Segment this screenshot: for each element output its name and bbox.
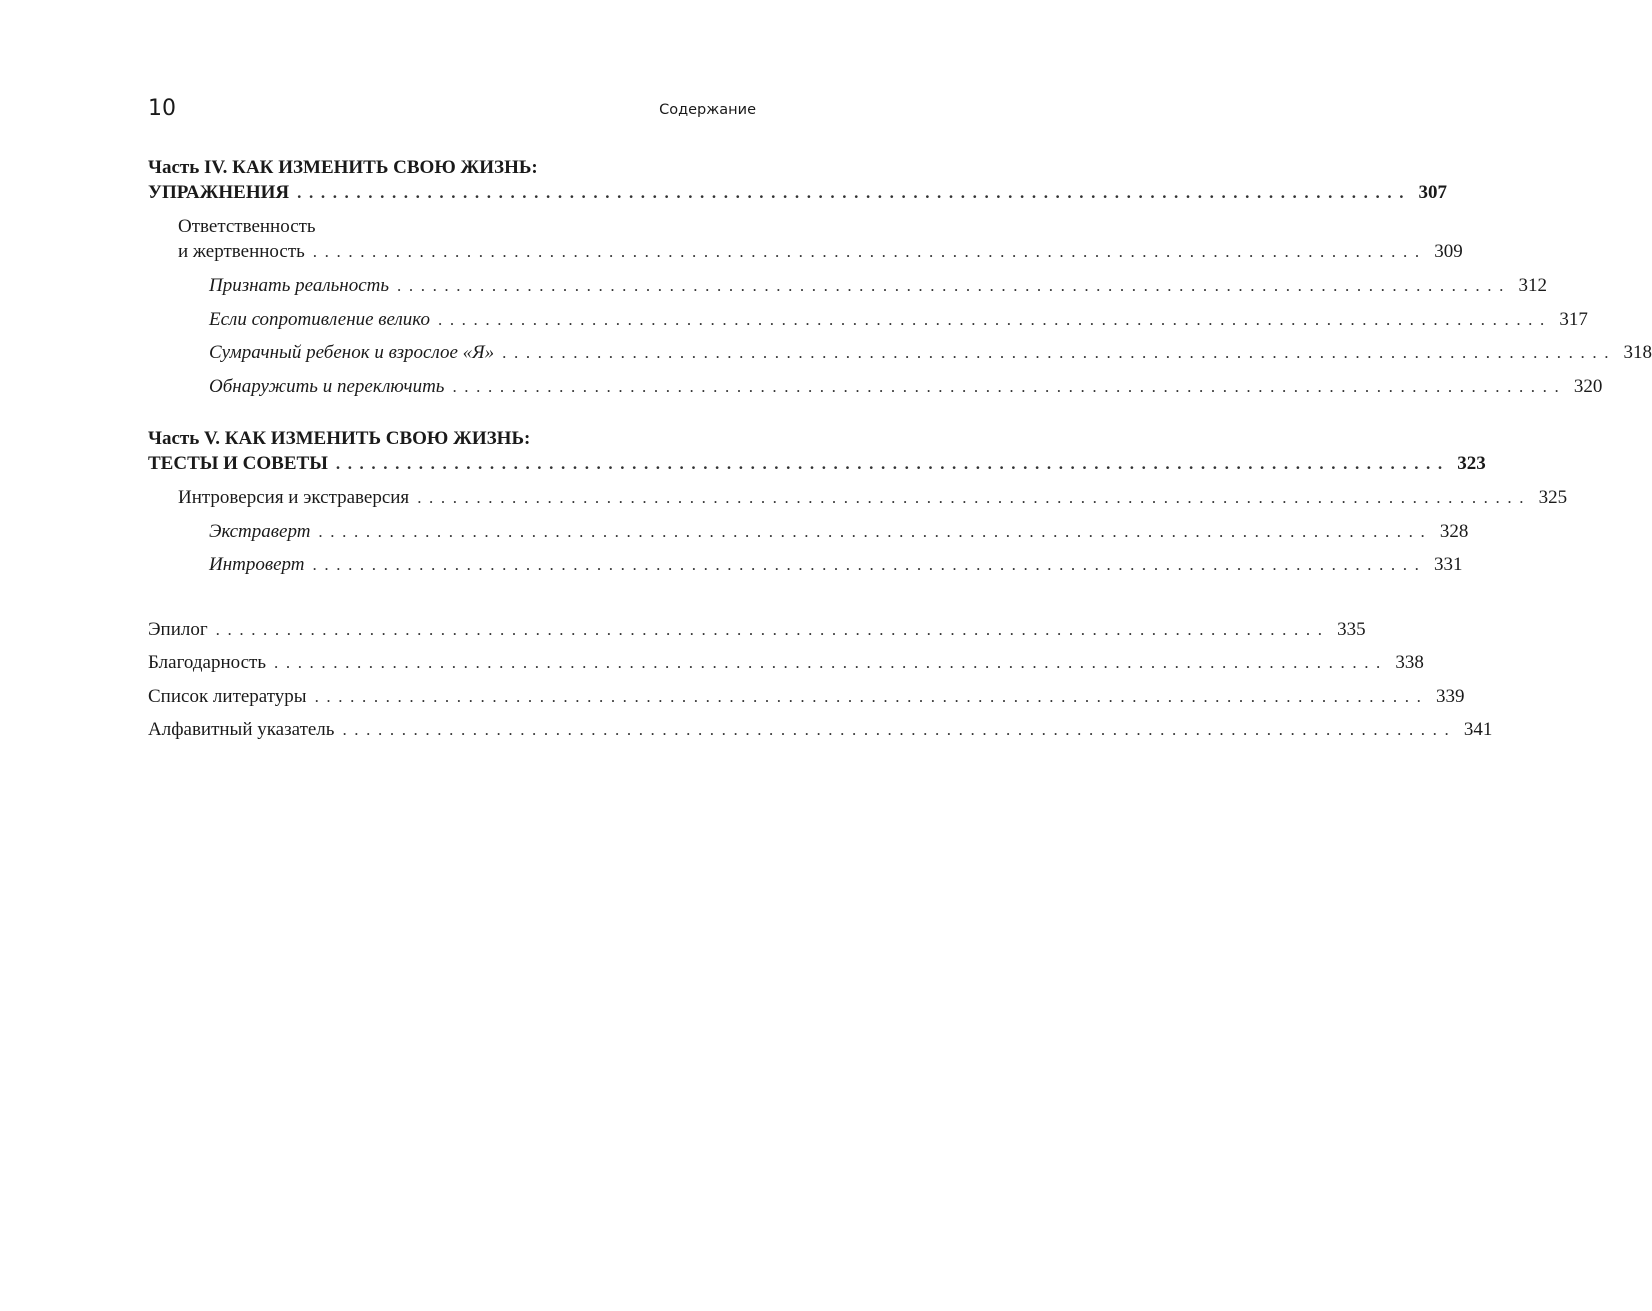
dot-leader: .............................................................................................. — [312, 242, 1427, 261]
dot-leader: .............................................................................................. — [215, 620, 1330, 639]
toc-entry-chapter[interactable] — [178, 240, 1463, 264]
dot-leader: .............................................................................................. — [274, 653, 1388, 672]
page-ref: 338 — [1395, 652, 1424, 673]
toc-entry-back-matter[interactable] — [148, 651, 1424, 675]
part-5-title: Часть V. КАК ИЗМЕНИТЬ СВОЮ ЖИЗНЬ: — [148, 428, 531, 449]
toc-entry-section[interactable] — [209, 553, 1463, 577]
toc-entry-part-5[interactable] — [148, 452, 1486, 476]
toc-entry-part-4[interactable] — [148, 181, 1448, 205]
back-matter-title: Алфавитный указатель — [148, 719, 335, 740]
dot-leader: .............................................................................................. — [397, 276, 1511, 295]
dot-leader: .............................................................................................. — [502, 343, 1617, 362]
page-ref: 318 — [1623, 342, 1652, 363]
dot-leader: .............................................................................................. — [437, 310, 1552, 329]
page-ref: 325 — [1538, 487, 1568, 508]
toc-entry-back-matter[interactable] — [148, 718, 1493, 742]
page-ref: 339 — [1435, 686, 1465, 707]
toc-entry-section[interactable] — [209, 520, 1469, 544]
chapter-title: Интроверсия и экстраверсия — [178, 487, 410, 508]
back-matter-title: Список литературы — [148, 686, 307, 707]
toc-entry-chapter[interactable] — [178, 486, 1568, 510]
page-ref: 317 — [1559, 309, 1588, 330]
section-title: Если сопротивление велико — [209, 309, 430, 330]
dot-leader: .............................................................................................. — [452, 377, 1567, 396]
section-title: Сумрачный ребенок и взрослое «Я» — [209, 342, 495, 363]
toc-entry-section[interactable] — [209, 375, 1603, 399]
section-title: Обнаружить и переключить — [209, 376, 445, 397]
toc-entry-section[interactable] — [209, 308, 1588, 332]
page-ref: 335 — [1337, 619, 1366, 640]
dot-leader: .............................................................................................. — [312, 555, 1427, 574]
part-4-title-continued: УПРАЖНЕНИЯ — [148, 182, 290, 203]
page-ref: 331 — [1433, 554, 1463, 575]
dot-leader: .............................................................................................. — [342, 720, 1457, 739]
page-ref: 341 — [1463, 719, 1493, 740]
section-title: Экстраверт — [209, 521, 311, 542]
dot-leader: .............................................................................................. — [335, 454, 1450, 473]
part-5-title-continued: ТЕСТЫ И СОВЕТЫ — [148, 453, 328, 474]
chapter-title-continued: и жертвенность — [178, 241, 305, 262]
section-title: Интроверт — [209, 554, 305, 575]
toc-entry-section[interactable] — [209, 274, 1547, 298]
dot-leader: .............................................................................................. — [318, 522, 1433, 541]
part-4-title: Часть IV. КАК ИЗМЕНИТЬ СВОЮ ЖИЗНЬ: — [148, 157, 538, 178]
toc-entry-back-matter[interactable] — [148, 618, 1366, 642]
back-matter-title: Эпилог — [148, 619, 208, 640]
section-title: Признать реальность — [209, 275, 390, 296]
page-ref: 323 — [1457, 453, 1486, 474]
toc-entry-section[interactable] — [209, 341, 1652, 365]
dot-leader: .............................................................................................. — [314, 687, 1429, 706]
page-ref: 320 — [1573, 376, 1603, 397]
page-number: 10 — [148, 96, 176, 121]
dot-leader: .............................................................................................. — [297, 183, 1412, 202]
page-ref: 307 — [1418, 182, 1448, 203]
back-matter-title: Благодарность — [148, 652, 266, 673]
running-head: Содержание — [659, 102, 756, 118]
toc-entry-back-matter[interactable] — [148, 685, 1465, 709]
page-ref: 328 — [1439, 521, 1469, 542]
page-ref: 312 — [1518, 275, 1547, 296]
chapter-title: Ответственность — [178, 216, 316, 237]
dot-leader: .............................................................................................. — [417, 488, 1532, 507]
page-ref: 309 — [1434, 241, 1463, 262]
